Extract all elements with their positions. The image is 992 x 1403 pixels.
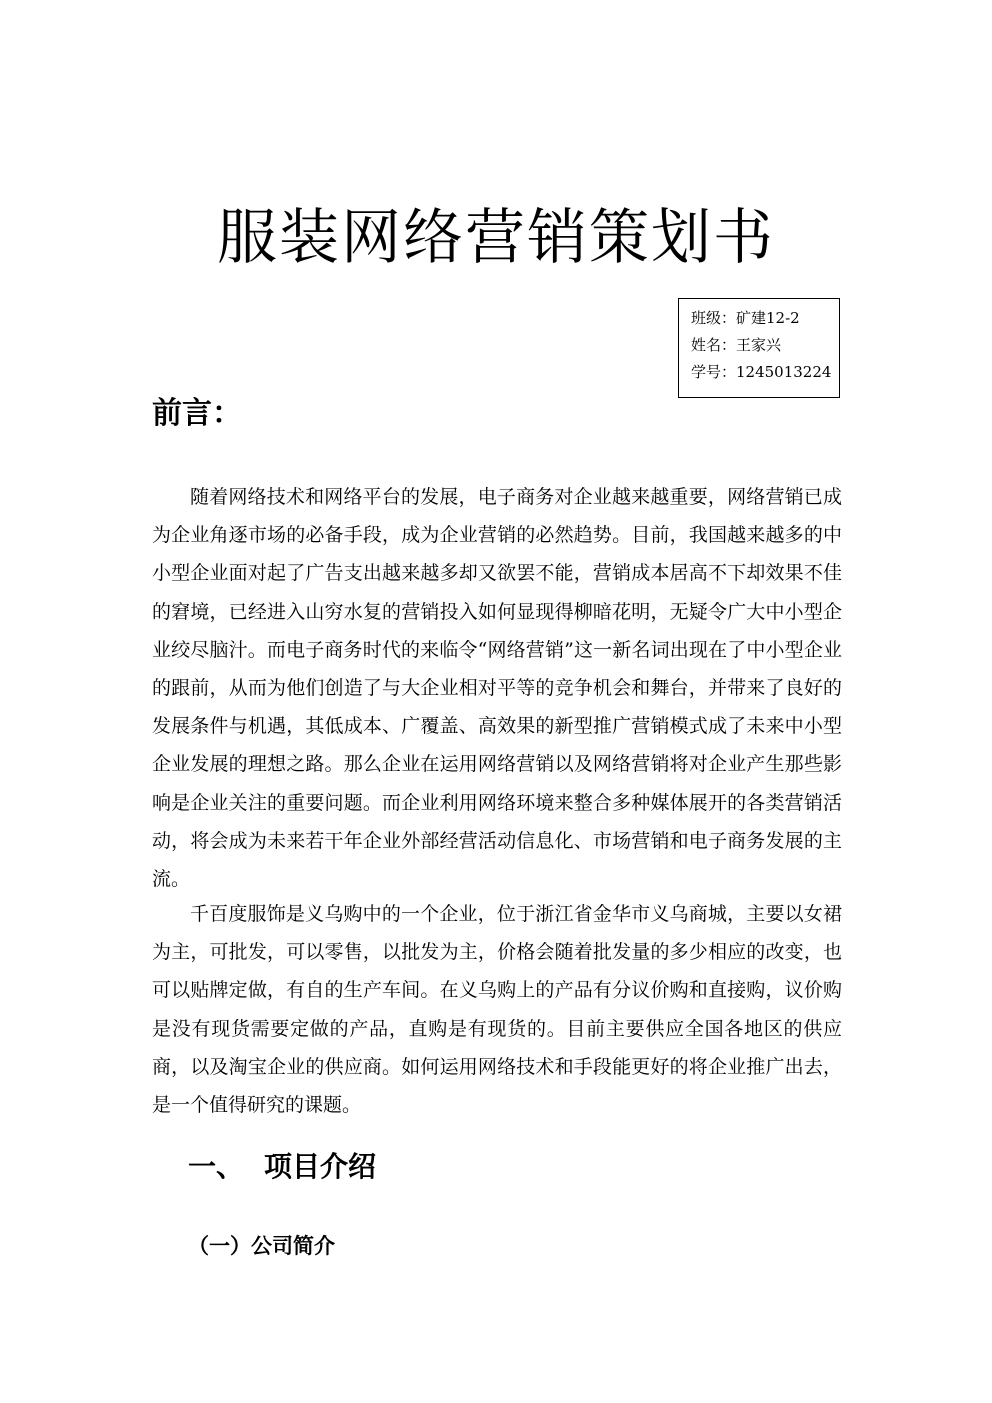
preface-paragraph: 随着网络技术和网络平台的发展，电子商务对企业越来越重要，网络营销已成为企业角逐市场的必备手段，成为企业营销的必然趋势。目前，我国越来越多的中小型企业面对起了广告支出越来越多却又欲罢不能，营销成本居高不下却效果不佳的窘境，已经进入山穷水复的营销投入如何显现得柳暗花明，无疑令广大中小型企业绞尽脑汁。而电子商务时代的来临令“网络营销”这一新名词出现在了中小型企业的跟前，从而为他们创造了与大企业相对平等的竞争机会和舞台，并带来了良好的发展条件与机遇，其低成本、广覆盖、高效果的新型推广营销模式成了未来中小型企业发展的理想之路。那么企业在运用网络营销以及网络营销将对企业产生那些影响是企业关注的重要问题。而企业利用网络环境来整合多种媒体展开的各类营销活动，将会成为未来若干年企业外部经营活动信息化、市场营销和电子商务发展的主流。: [152, 486, 842, 891]
section-title: 项目介绍: [264, 1150, 377, 1183]
section-heading: [188, 1147, 376, 1187]
class-line: 班级：矿建12-2: [691, 309, 800, 327]
preface-paragraph: 千百度服饰是义乌购中的一个企业，位于浙江省金华市义乌商城，主要以女裙为主，可批发，可以零售，以批发为主，价格会随着批发量的多少相应的改变，也可以贴牌定做，有自的生产车间。在义乌购上的产品有分议价购和直接购，议价购是没有现货需要定做的产品，直购是有现货的。目前主要供应全国各地区的供应商，以及淘宝企业的供应商。如何运用网络技术和手段能更好的将企业推广出去，是一个值得研究的课题。: [152, 903, 842, 1117]
preface-heading: 前言：: [152, 396, 242, 431]
name-line: 姓名：王家兴: [691, 336, 782, 354]
section-number: 一、: [188, 1150, 245, 1183]
subsection-heading: （一）公司简介: [188, 1233, 335, 1258]
student-info-box: [678, 298, 840, 398]
document-title: 服装网络营销策划书: [217, 203, 775, 273]
student-id-line: 学号：1245013224: [691, 363, 832, 381]
